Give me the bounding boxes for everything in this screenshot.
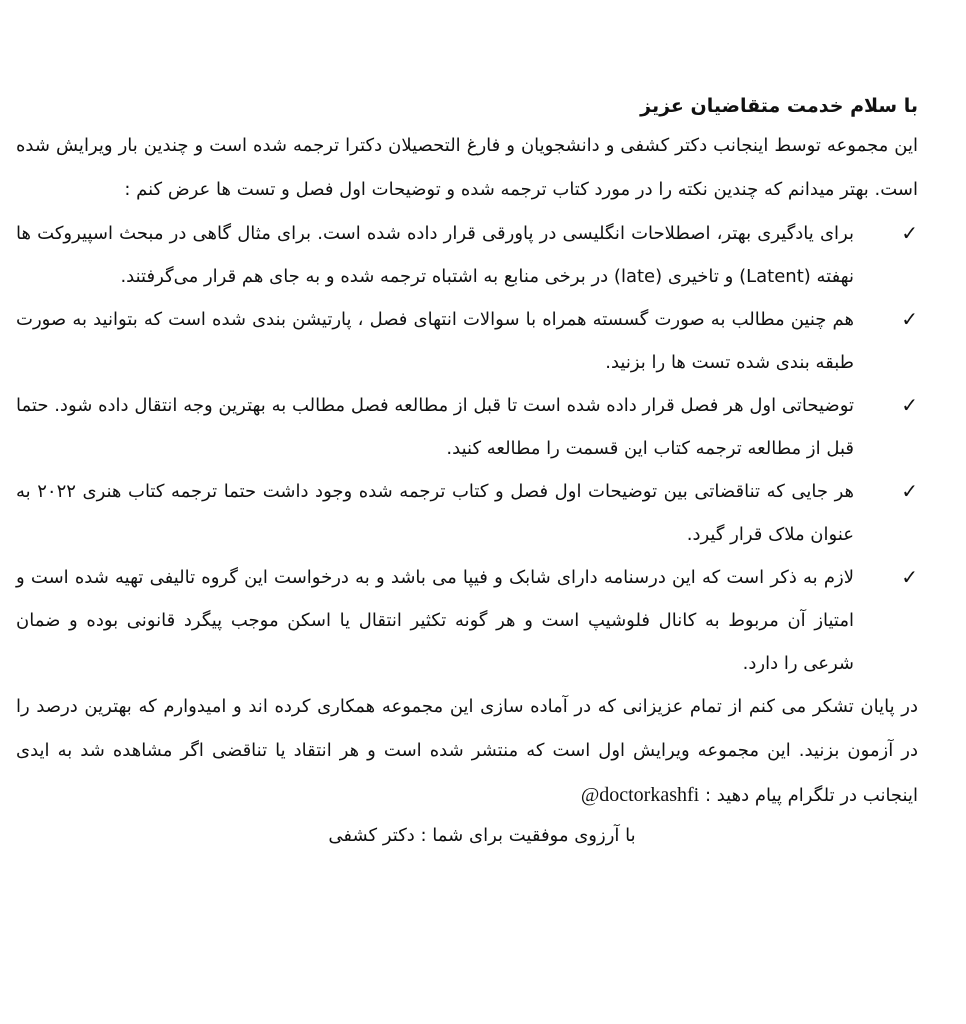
list-item <box>16 470 918 556</box>
intro-paragraph: این مجموعه توسط اینجانب دکتر کشفی و دانشجویان و فارغ التحصیلان دکترا ترجمه شده است و چندین بار ویرایش شده است. بهتر میدانم که چندین نکته را در مورد کتاب ترجمه شده و توضیحات اول فصل و تست ها عرض کنم : <box>16 135 918 200</box>
list-item <box>16 298 918 384</box>
closing-paragraph <box>16 685 918 818</box>
signature: با آرزوی موفقیت برای شما : دکتر کشفی <box>328 825 636 846</box>
list-item-text: برای یادگیری بهتر، اصطلاحات انگلیسی در پاورقی قرار داده شده است. برای مثال گاهی در مبحث اسپیروکت ها نهفته (Latent) و تاخیری (late) در برخی منابع به اشتباه ترجمه شده و به جای هم قرار می‌گرفتند. <box>16 223 854 287</box>
telegram-handle: @doctorkashfi <box>580 784 700 806</box>
checkmark-icon: ✓ <box>901 221 918 245</box>
list-item-text: هم چنین مطالب به صورت گسسته همراه با سوالات انتهای فصل ، پارتیشن بندی شده است که بتوانید به صورت طبقه بندی شده تست ها را بزنید. <box>16 309 854 373</box>
list-item-text: توضیحاتی اول هر فصل قرار داده شده است تا قبل از مطالعه فصل مطالب به بهترین وجه انتقال داده شود. حتما قبل از مطالعه ترجمه کتاب این قسمت را مطالعه کنید. <box>16 395 854 459</box>
list-item <box>16 212 918 298</box>
document-body <box>16 88 918 854</box>
notes-list <box>16 212 918 685</box>
checkmark-icon: ✓ <box>901 307 918 331</box>
checkmark-icon: ✓ <box>901 565 918 589</box>
checkmark-icon: ✓ <box>901 393 918 417</box>
list-item <box>16 556 918 685</box>
greeting-heading: با سلام خدمت متقاضیان عزیز <box>640 95 918 117</box>
list-item-text: لازم به ذکر است که این درسنامه دارای شابک و فیپا می باشد و به درخواست این گروه تالیفی تهیه شده است و امتیاز آن مربوط به کانال فلوشیپ است و هر گونه تکثیر انتقال یا اسکن موجب پیگرد قانونی بوده و ضمان شرعی را دارد. <box>16 567 854 674</box>
checkmark-icon: ✓ <box>901 479 918 503</box>
closing-text: در پایان تشکر می کنم از تمام عزیزانی که در آماده سازی این مجموعه همکاری کرده اند و امیدوارم که بهترین درصد را در آزمون بزنید. این مجموعه ویرایش اول است که منتشر شده است و هر انتقاد یا تناقضی اگر مشاهده شد به ایدی اینجانب در تلگرام پیام دهید : <box>16 696 918 806</box>
list-item <box>16 384 918 470</box>
list-item-text: هر جایی که تناقضاتی بین توضیحات اول فصل و کتاب ترجمه شده وجود داشت حتما ترجمه کتاب هنری ۲۰۲۲ به عنوان ملاک قرار گیرد. <box>16 481 854 545</box>
